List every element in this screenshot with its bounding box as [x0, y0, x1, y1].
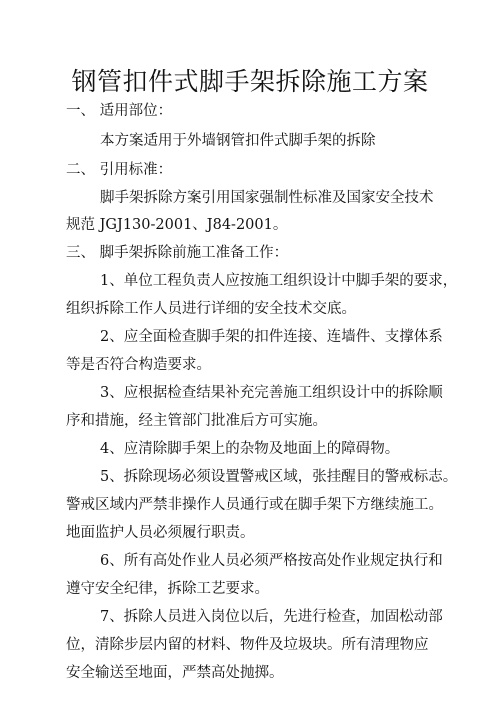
- paragraph-line: 脚手架拆除方案引用国家强制性标准及国家安全技术: [100, 190, 434, 206]
- paragraph-line: 警戒区域内严禁非操作人员通行或在脚手架下方继续施工。: [66, 497, 443, 513]
- paragraph-line: 本方案适用于外墙钢管扣件式脚手架的拆除: [100, 133, 376, 149]
- paragraph-line: 位，清除步层内留的材料、物件及垃圾块。所有清理物应: [66, 637, 429, 653]
- section-heading-2: 二、 引用标准：: [66, 162, 173, 178]
- paragraph-line: 组织拆除工作人员进行详细的安全技术交底。: [66, 301, 356, 317]
- paragraph-line: 地面监护人员必须履行职责。: [66, 525, 255, 541]
- paragraph-line: 遵守安全纪律，拆除工艺要求。: [66, 581, 269, 597]
- section-heading-3: 三、 脚手架拆除前施工准备工作：: [66, 245, 289, 261]
- paragraph-line: 4、应清除脚手架上的杂物及地面上的障碍物。: [100, 441, 400, 457]
- paragraph-line: 安全输送至地面，严禁高处抛掷。: [66, 665, 284, 681]
- paragraph-line: 规范 JGJ130-2001、J84-2001。: [66, 217, 288, 233]
- paragraph-line: 6、所有高处作业人员必须严格按高处作业规定执行和: [100, 553, 443, 569]
- section-heading-1: 一、 适用部位：: [66, 103, 173, 119]
- paragraph-line: 5、拆除现场必须设置警戒区域，张挂醒目的警戒标志。: [100, 469, 458, 485]
- paragraph-line: 7、拆除人员进入岗位以后，先进行检查，加固松动部: [100, 609, 443, 625]
- paragraph-line: 2、应全面检查脚手架的扣件连接、连墙件、支撑体系: [100, 329, 443, 345]
- paragraph-line: 1、单位工程负责人应按施工组织设计中脚手架的要求，: [100, 273, 458, 289]
- paragraph-line: 等是否符合构造要求。: [66, 357, 211, 373]
- paragraph-line: 3、应根据检查结果补充完善施工组织设计中的拆除顺: [100, 385, 443, 401]
- paragraph-line: 序和措施，经主管部门批准后方可实施。: [66, 413, 327, 429]
- document-title: 钢管扣件式脚手架拆除施工方案: [71, 67, 429, 96]
